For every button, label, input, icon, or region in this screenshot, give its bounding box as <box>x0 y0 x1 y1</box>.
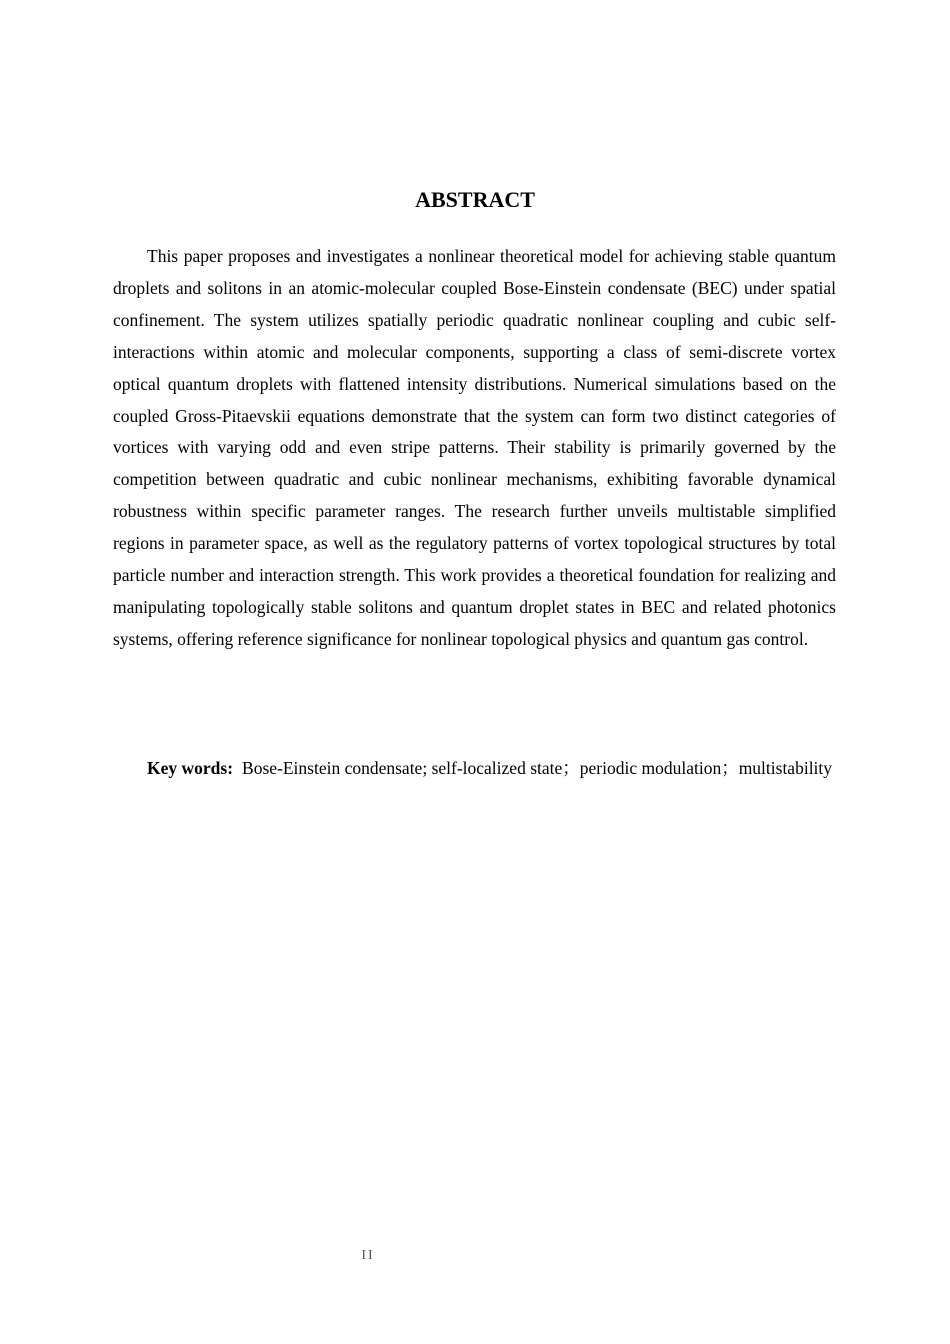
page-number: II <box>361 1248 375 1263</box>
abstract-body: This paper proposes and investigates a nonlinear theoretical model for achieving stable quantum droplets and solitons in an atomic-molecular coupled Bose-Einstein condensate (BEC) under spatial confinement. The system utilizes spatially periodic quadratic nonlinear coupling and cubic self-interactions within atomic and molecular components, supporting a class of semi-discrete vortex optical quantum droplets with flattened intensity distributions. Numerical simulations based on the coupled Gross-Pitaevskii equations demonstrate that the system can form two distinct categories of vortices with varying odd and even stripe patterns. Their stability is primarily governed by the competition between quadratic and cubic nonlinear mechanisms, exhibiting favorable dynamical robustness within specific parameter ranges. The research further unveils multistable simplified regions in parameter space, as well as the regulatory patterns of vortex topological structures by total particle number and interaction strength. This work provides a theoretical foundation for realizing and manipulating topologically stable solitons and quantum droplet states in BEC and related photonics systems, offering reference significance for nonlinear topological physics and quantum gas control. <box>113 246 836 649</box>
keywords-paragraph <box>113 753 836 784</box>
abstract-title: ABSTRACT <box>415 187 535 212</box>
keywords-label: Key words: <box>147 758 234 778</box>
keywords-text: Bose-Einstein condensate; self-localized state；periodic modulation；multistability <box>242 758 833 778</box>
